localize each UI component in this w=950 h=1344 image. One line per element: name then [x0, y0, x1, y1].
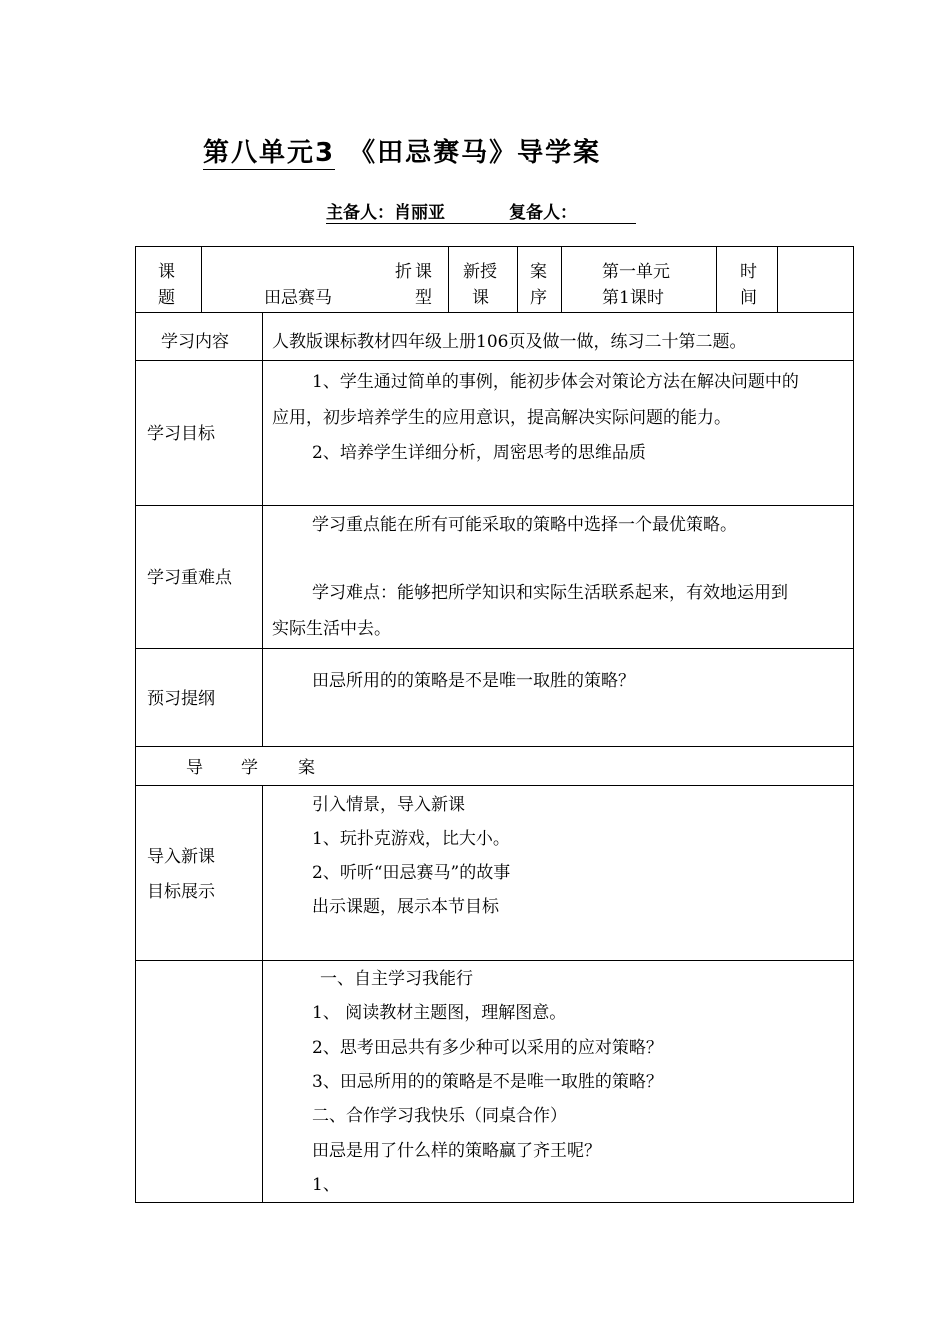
document-title [203, 132, 601, 169]
seq-label-1: 案 [530, 262, 547, 282]
seq-label-2: 序 [530, 288, 547, 308]
topic-value: 田忌赛马 [264, 288, 332, 308]
intro-label-2: 目标展示 [147, 882, 215, 902]
title-unit: 第八单元3 [203, 138, 336, 168]
main-author: 主备人：肖丽亚 [326, 203, 445, 223]
content-text: 人教版课标教材四年级上册106页及做一做，练习二十第二题。 [272, 332, 747, 352]
intro-line-4: 出示课题，展示本节目标 [312, 897, 499, 917]
secondary-author: 复备人： [509, 203, 577, 223]
authors-line [326, 198, 636, 224]
lesson-type-label-2: 型 [415, 288, 432, 308]
key-points-label: 学习重难点 [147, 568, 232, 588]
lesson-type-value-1: 新授 [463, 262, 497, 282]
preview-label: 预习提纲 [147, 689, 215, 709]
intro-line-2: 1、玩扑克游戏，比大小。 [312, 829, 510, 849]
goals-line-1: 1、学生通过简单的事例，能初步体会对策论方法在解决问题中的 [312, 372, 799, 392]
key-points-line-2: 学习难点：能够把所学知识和实际生活联系起来，有效地运用到 [312, 583, 788, 603]
time-label-2: 间 [740, 288, 757, 308]
key-points-line-3: 实际生活中去。 [272, 619, 391, 639]
guide-heading-1: 导 [186, 758, 203, 778]
content-label: 学习内容 [161, 332, 229, 352]
title-lesson: 《田忌赛马》导学案 [349, 138, 602, 168]
self-study-line-1: 一、自主学习我能行 [320, 969, 473, 989]
self-study-line-5: 二、合作学习我快乐（同桌合作） [312, 1106, 567, 1126]
goals-line-3: 2、培养学生详细分析，周密思考的思维品质 [312, 443, 646, 463]
lesson-type-value-2: 课 [472, 288, 489, 308]
topic-label-2: 题 [158, 288, 175, 308]
self-study-line-6: 田忌是用了什么样的策略赢了齐王呢？ [312, 1141, 601, 1161]
goals-label: 学习目标 [147, 424, 215, 444]
lesson-type-label-a: 折 [395, 262, 412, 282]
time-label-1: 时 [740, 262, 757, 282]
seq-value-2: 第1课时 [602, 288, 664, 308]
self-study-line-3: 2、思考田忌共有多少种可以采用的应对策略？ [312, 1038, 663, 1058]
preview-text: 田忌所用的的策略是不是唯一取胜的策略？ [312, 671, 635, 691]
intro-line-1: 引入情景，导入新课 [312, 795, 465, 815]
topic-label-1: 课 [158, 262, 175, 282]
self-study-line-2: 1、 阅读教材主题图，理解图意。 [312, 1003, 567, 1023]
guide-heading-2: 学 [241, 758, 258, 778]
intro-line-3: 2、听听“田忌赛马”的故事 [312, 863, 511, 883]
goals-line-2: 应用，初步培养学生的应用意识，提高解决实际问题的能力。 [272, 408, 731, 428]
self-study-line-4: 3、田忌所用的的策略是不是唯一取胜的策略？ [312, 1072, 663, 1092]
intro-label-1: 导入新课 [147, 847, 215, 867]
seq-value-1: 第一单元 [602, 262, 670, 282]
lesson-type-label-1: 课 [415, 262, 432, 282]
self-study-line-7: 1、 [312, 1175, 340, 1195]
guide-heading-3: 案 [298, 758, 315, 778]
key-points-line-1: 学习重点能在所有可能采取的策略中选择一个最优策略。 [312, 515, 737, 535]
